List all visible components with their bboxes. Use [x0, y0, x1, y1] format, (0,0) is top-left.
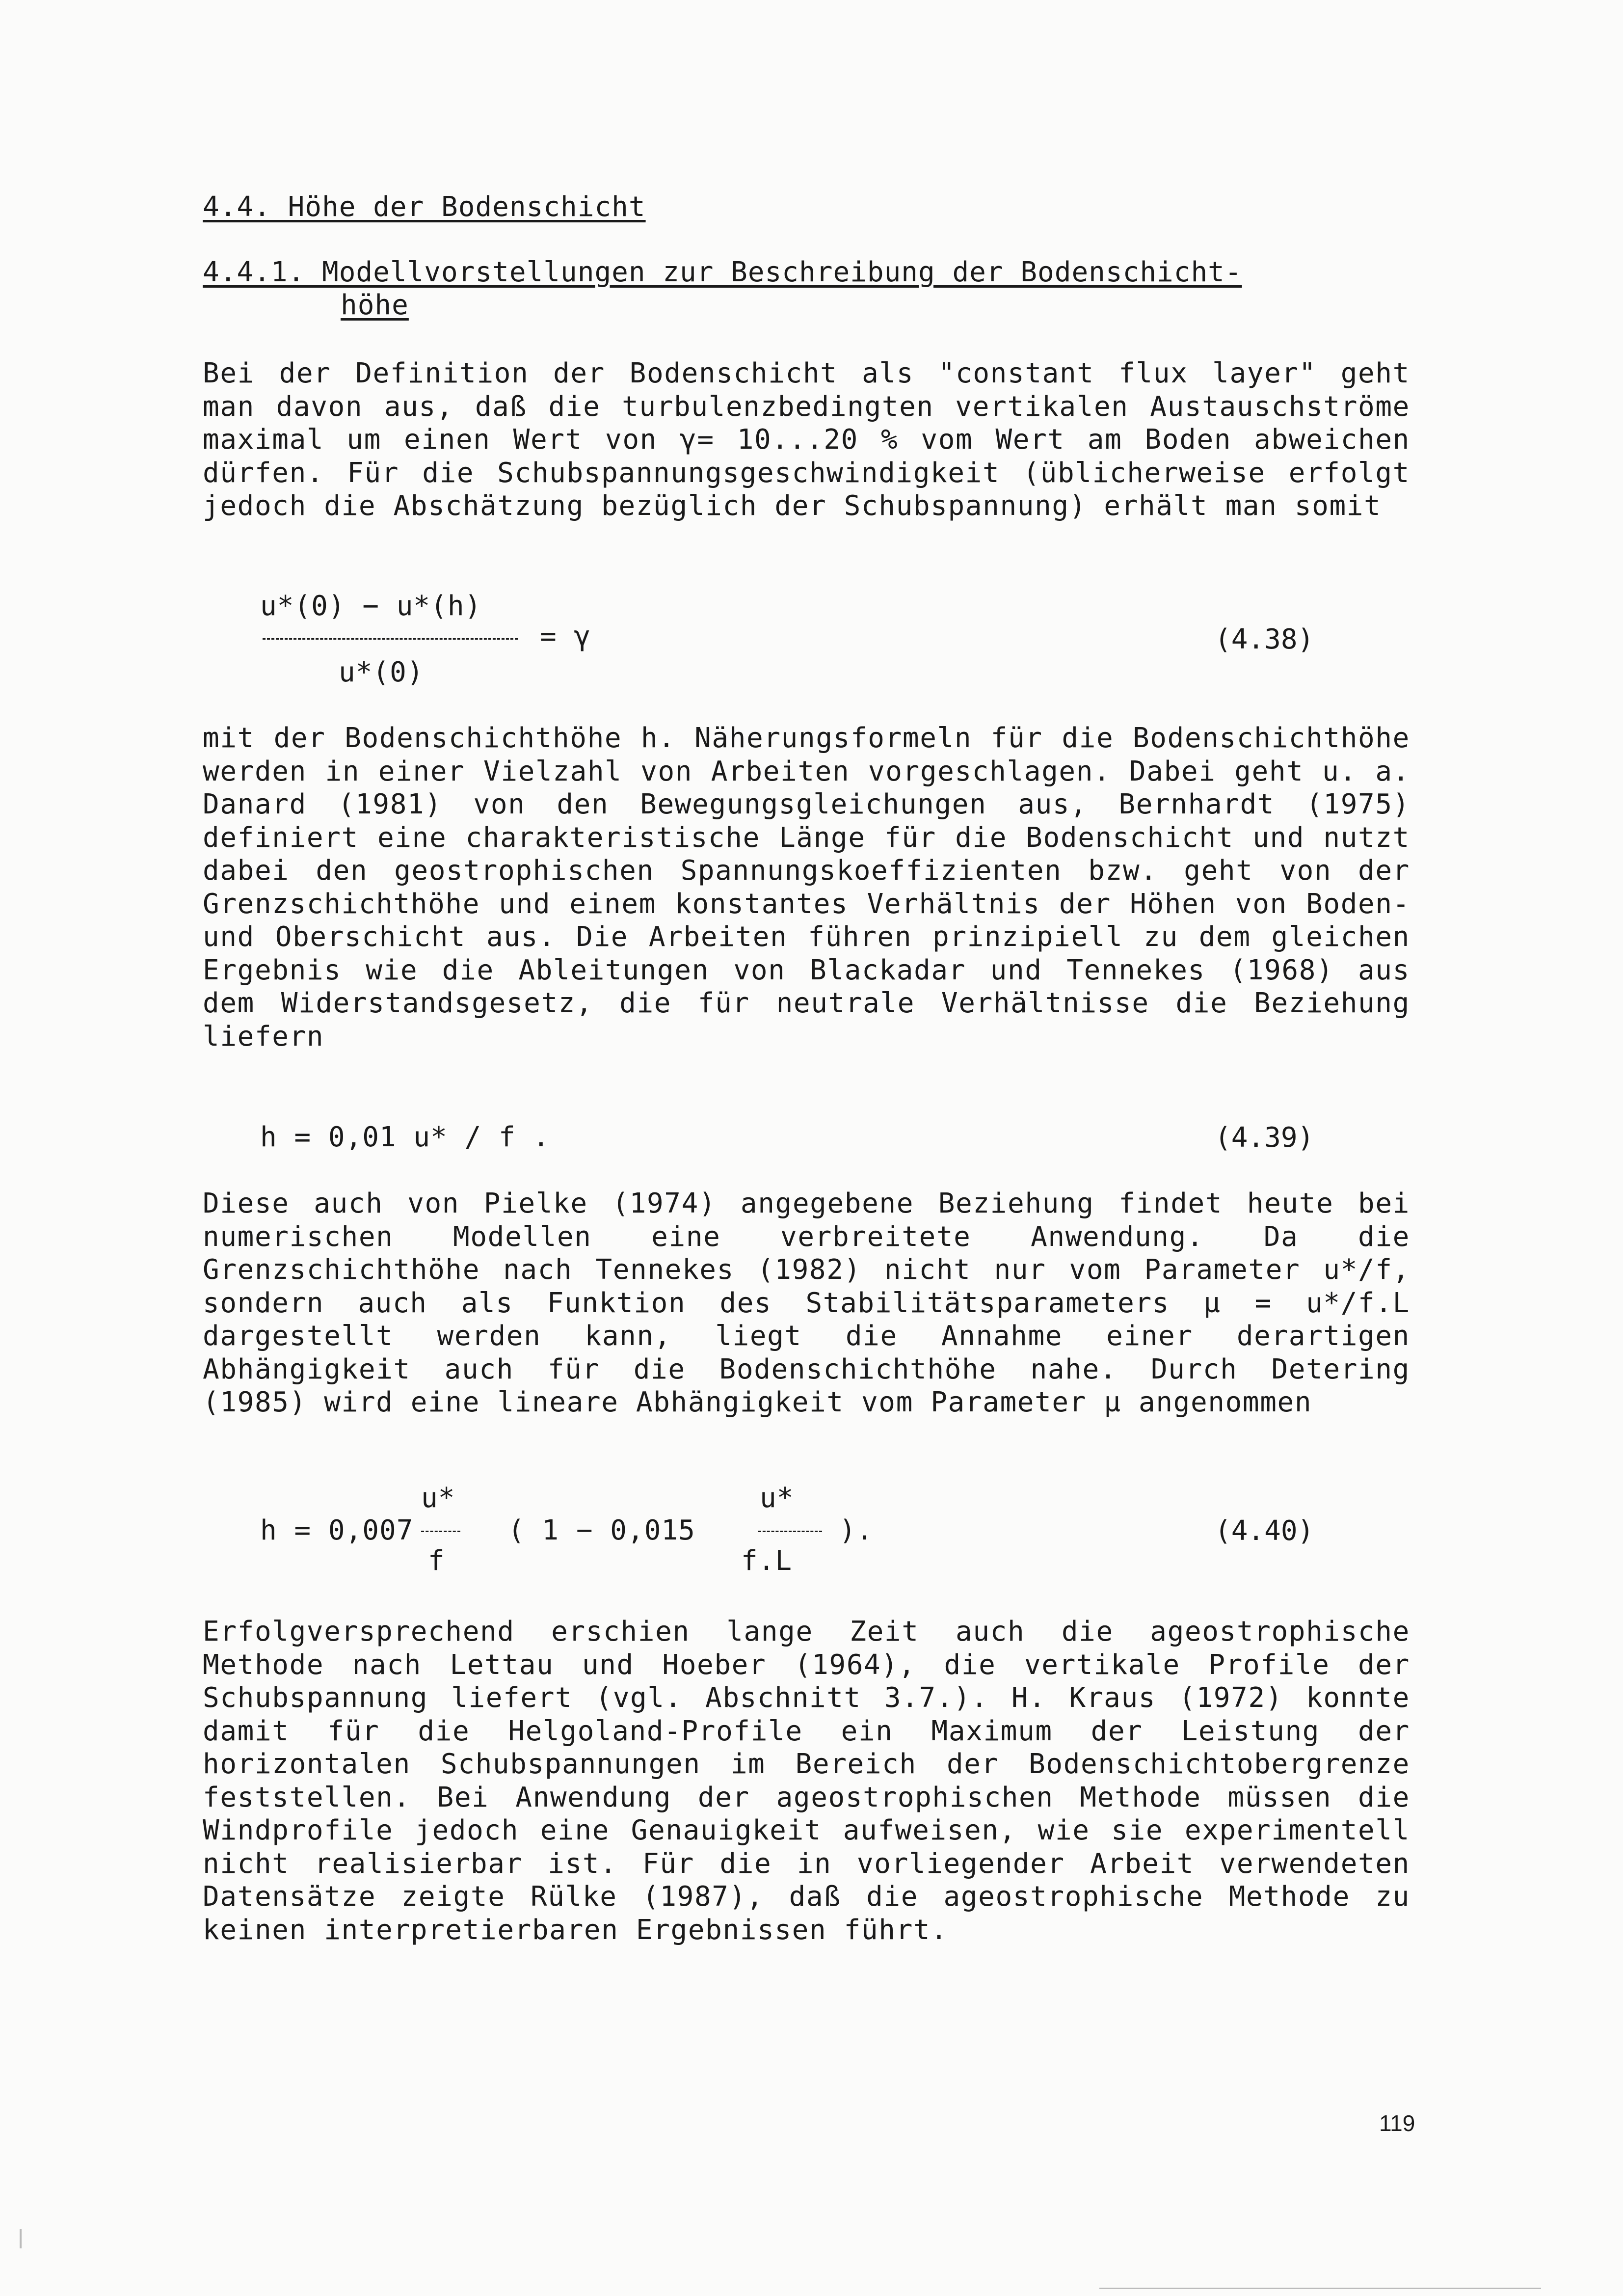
eq438-number: (4.38)	[1215, 623, 1314, 655]
eq440-number: (4.40)	[1215, 1515, 1314, 1547]
eq440-frac2-numerator: u*	[760, 1482, 794, 1514]
section-heading: 4.4. Höhe der Bodenschicht	[203, 191, 646, 223]
scan-bottom-edge	[1099, 2288, 1541, 2289]
paragraph-1: Bei der Definition der Bodenschicht als "constant flux layer" geht man davon aus, daß die turbulenzbedingten vertikalen Austauschströme maximal um einen Wert von γ= 10...20 % vom Wert am Boden abweichen dürfen. Für die Schubspannungsgeschwindigkeit (üblicherweise erfolgt jedoch die Abschätzung bezüglich der Schubspannung) erhält man somit	[203, 357, 1410, 522]
eq440-frac2-denominator: f.L	[741, 1545, 793, 1577]
eq440-frac1-denominator: f	[428, 1545, 445, 1577]
paragraph-3: Diese auch von Pielke (1974) angegebene Beziehung findet heute bei numerischen Modellen eine verbreitete Anwendung. Da die Grenzschichthöhe nach Tennekes (1982) nicht nur vom Parameter u*/f, sondern auch als Funktion des Stabilitätsparameters μ = u*/f.L dargestellt werden kann, liegt die Annahme einer derartigen Abhängigkeit auch für die Bodenschichthöhe nahe. Durch Detering (1985) wird eine lineare Abhängigkeit vom Parameter μ angenommen	[203, 1188, 1410, 1418]
eq440-tail: ).	[839, 1514, 874, 1546]
eq438-rhs: = γ	[540, 621, 591, 652]
eq438-denominator: u*(0)	[339, 656, 424, 688]
subsection-heading-line2: höhe	[341, 289, 409, 321]
eq438-numerator: u*(0) − u*(h)	[260, 590, 482, 622]
eq439-formula: h = 0,01 u* / f .	[260, 1121, 550, 1153]
eq439-number: (4.39)	[1215, 1122, 1314, 1154]
eq440-frac2-bar	[758, 1531, 822, 1532]
page-number: 119	[1379, 2110, 1415, 2136]
paragraph-4: Erfolgversprechend erschien lange Zeit auch die ageostrophische Methode nach Lettau und Hoeber (1964), die vertikale Profile der Schubspannung liefert (vgl. Abschnitt 3.7.). H. Kraus (1972) konnte damit für die Helgoland-Profile ein Maximum der Leistung der horizontalen Schubspannungen im Bereich der Bodenschichtobergrenze feststellen. Bei Anwendung der ageostrophischen Methode müssen die Windprofile jedoch eine Genauigkeit aufweisen, wie sie experimentell nicht realisierbar ist. Für die in vorliegender Arbeit verwendeten Datensätze zeigte Rülke (1987), daß die ageostrophische Methode zu keinen interpretierbaren Ergebnissen führt.	[203, 1616, 1410, 1946]
eq440-frac1-numerator: u*	[421, 1482, 455, 1514]
eq440-frac1-bar	[421, 1531, 460, 1532]
paragraph-2: mit der Bodenschichthöhe h. Näherungsformeln für die Bodenschichthöhe werden in einer Vielzahl von Arbeiten vorgeschlagen. Dabei geht u. a. Danard (1981) von den Bewegungsgleichungen aus, Bernhardt (1975) definiert eine charakteristische Länge für die Bodenschicht und nutzt dabei den geostrophischen Spannungskoeffizienten bzw. geht von der Grenzschichthöhe und einem konstantes Verhältnis der Höhen von Boden- und Oberschicht aus. Die Arbeiten führen prinzipiell zu dem gleichen Ergebnis wie die Ableitungen von Blackadar und Tennekes (1968) aus dem Widerstandsgesetz, die für neutrale Verhältnisse die Beziehung liefern	[203, 722, 1410, 1053]
subsection-heading-line1: 4.4.1. Modellvorstellungen zur Beschreibung der Bodenschicht-	[203, 256, 1242, 288]
eq440-lead: h = 0,007	[260, 1514, 414, 1546]
eq438-fraction-bar	[263, 638, 518, 640]
eq440-middle: ( 1 − 0,015	[508, 1514, 695, 1546]
scan-edge-mark	[20, 2229, 22, 2248]
